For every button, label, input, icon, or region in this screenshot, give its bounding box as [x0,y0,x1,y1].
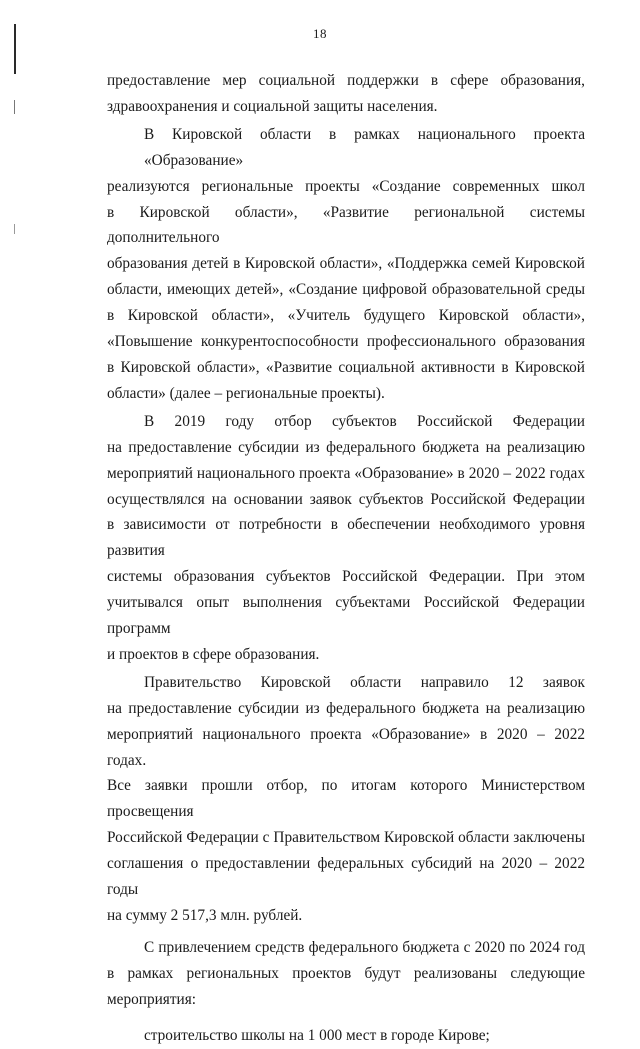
text-line: области» (далее – региональные проекты). [107,384,385,402]
binding-mark [14,100,15,114]
binding-mark [14,224,15,234]
text-line: соглашения о предоставлении федеральных субсидий на 2020 – 2022 годы [107,855,585,899]
text-line: Российской Федерации с Правительством Кировской области заключены [107,829,585,847]
text-line: осуществлялся на основании заявок субъектов Российской Федерации [107,490,585,508]
text-line: на предоставление субсидии из федерального бюджета на реализацию [107,699,585,717]
text-line: мероприятий национального проекта «Образование» в 2020 – 2022 годах. [107,725,585,769]
text-line: Правительство Кировской области направило 12 заявок [144,673,585,691]
text-line: на сумму 2 517,3 млн. рублей. [107,907,303,924]
text-line: и проектов в сфере образования. [107,645,320,663]
text-line: «Повышение конкурентоспособности профессионального образования [107,333,585,351]
text-line: в Кировской области», «Развитие региональной системы дополнительного [107,203,585,247]
text-line: мероприятия: [107,990,196,1008]
text-line: системы образования субъектов Российской Федерации. При этом [107,568,585,586]
text-line: в зависимости от потребности в обеспечении необходимого уровня развития [107,516,585,560]
text-line: в Кировской области», «Развитие социальной активности в Кировской [107,358,585,376]
text-line: на предоставление субсидии из федерального бюджета на реализацию [107,438,585,456]
paragraph [107,409,585,668]
page-number: 18 [313,26,327,41]
text-line: предоставление мер социальной поддержки в сфере образования, [107,72,585,89]
paragraph [107,68,585,120]
text-line: образования детей в Кировской области», «Поддержка семей Кировской [107,255,585,273]
text-line: в Кировской области», «Учитель будущего Кировской области», [107,307,585,325]
text-line: учитывался опыт выполнения субъектами Российской Федерации программ [107,594,585,638]
list-item: строительство школы на 1 000 мест в городе Кирове; [144,1026,490,1044]
text-line: В Кировской области в рамках национального проекта «Образование» [144,125,585,169]
text-line: В 2019 году отбор субъектов Российской Федерации [144,412,585,430]
text-line: реализуются региональные проекты «Создание современных школ [107,177,585,195]
text-line: С привлечением средств федерального бюджета с 2020 по 2024 год [144,938,585,956]
text-line: в рамках региональных проектов будут реализованы следующие [107,964,585,982]
document-body [107,68,585,1049]
text-line: области, имеющих детей», «Создание цифровой образовательной среды [107,281,585,299]
paragraph [107,122,585,407]
paragraph [107,935,585,1013]
paragraph [107,670,585,929]
text-line: мероприятий национального проекта «Образование» в 2020 – 2022 годах [107,464,585,482]
text-line: здравоохранения и социальной защиты населения. [107,97,438,115]
text-line: Все заявки прошли отбор, по итогам которого Министерством просвещения [107,777,585,821]
